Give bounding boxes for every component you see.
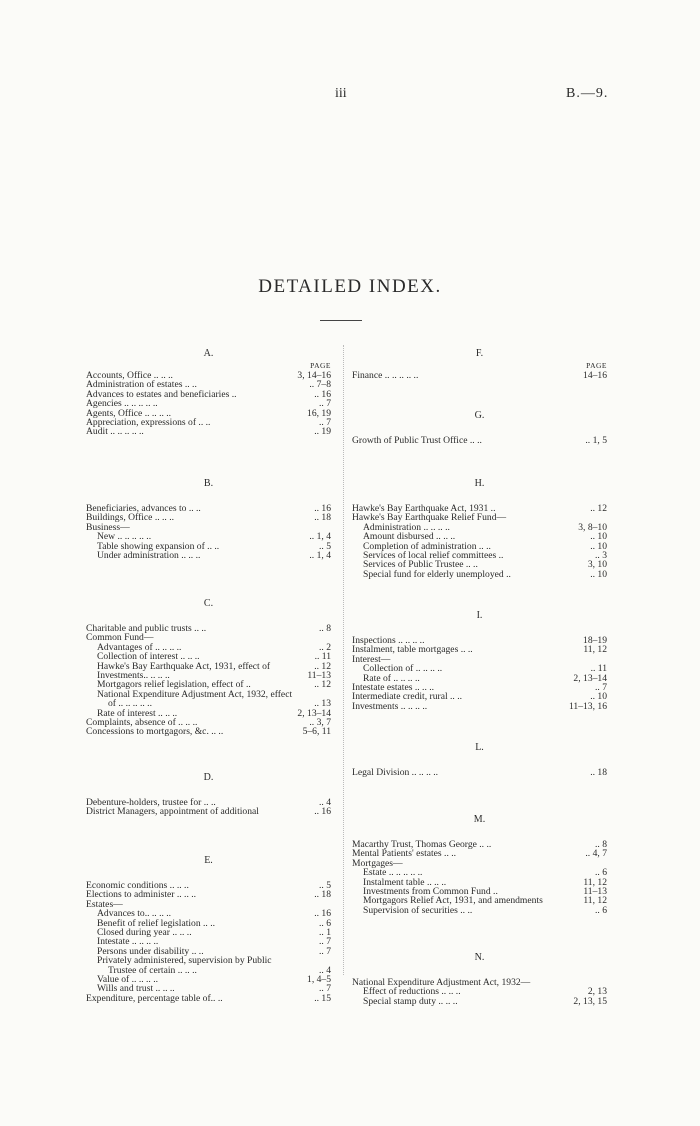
entry-text: Services of local relief committees .. — [363, 550, 504, 561]
entry-text: Supervision of securities .. .. — [363, 905, 473, 916]
index-entry — [352, 887, 607, 896]
entry-pages: .. 1, 4 — [309, 549, 331, 561]
entry-pages: .. 7 — [319, 936, 331, 948]
entry-text: Appreciation, expressions of .. .. — [86, 417, 211, 428]
index-entry — [86, 513, 331, 522]
index-entry — [86, 807, 331, 816]
index-entry — [352, 371, 607, 380]
index-entry — [352, 702, 607, 711]
index-entry — [86, 900, 331, 909]
entry-text: New .. .. .. .. .. — [97, 532, 152, 542]
entry-text: Hawke's Bay Earthquake Act, 1931, effect of — [97, 661, 271, 671]
entry-pages: .. 16 — [314, 908, 331, 920]
entry-text: Under administration .. .. .. — [97, 550, 201, 561]
entry-pages: .. 4, 7 — [585, 848, 607, 860]
index-entry — [352, 664, 607, 673]
index-entry — [86, 947, 331, 956]
index-entry — [86, 652, 331, 661]
entry-text: Advances to estates and beneficiaries .. — [86, 389, 237, 400]
entry-pages: .. 7 — [319, 945, 331, 957]
index-entry — [352, 551, 607, 560]
entry-text: Mortgages— — [352, 858, 403, 869]
entry-pages: .. 18 — [314, 512, 331, 524]
index-entry — [86, 504, 331, 513]
entry-text: Common Fund— — [86, 633, 154, 643]
page-title: DETAILED INDEX. — [258, 276, 442, 297]
index-entry — [352, 868, 607, 877]
entry-pages: 2, 13 — [587, 986, 607, 998]
entry-text: Beneficiaries, advances to .. .. — [86, 504, 201, 514]
entry-text: Estates— — [86, 899, 123, 910]
entry-text: Trustee of certain .. .. .. — [108, 965, 197, 975]
entry-text: Persons under disability .. .. — [97, 946, 204, 957]
entry-pages: 3, 14–16 — [297, 370, 331, 381]
entry-pages: .. 10 — [590, 540, 607, 552]
index-section-f — [352, 348, 607, 380]
index-entry — [352, 674, 607, 683]
entry-text: Rate of interest .. .. .. — [97, 708, 178, 718]
entry-pages: 1, 4–5 — [307, 973, 331, 985]
entry-pages: 11–13 — [583, 885, 607, 897]
entry-text: Finance .. .. .. .. .. — [352, 371, 419, 381]
entry-text: Amount disbursed .. .. .. — [363, 532, 456, 542]
entry-pages: .. 7 — [319, 983, 331, 995]
index-entry — [86, 643, 331, 652]
entry-text: Hawke's Bay Earthquake Act, 1931 .. — [352, 504, 496, 514]
entry-text: Elections to administer .. .. .. — [86, 890, 197, 900]
index-entry — [86, 966, 331, 975]
page-column-header: PAGE — [586, 361, 607, 370]
entry-pages: .. 12 — [590, 503, 607, 514]
entry-text: Privately administered, supervision by Public — [97, 956, 272, 966]
entry-text: Business— — [86, 522, 130, 533]
entry-text: Investments from Common Fund .. — [363, 886, 498, 897]
entry-pages: .. 7 — [319, 398, 331, 410]
entry-pages: 2, 13–14 — [297, 707, 331, 719]
entry-text: Special stamp duty .. .. .. — [363, 996, 458, 1007]
entry-pages: .. 5 — [319, 540, 331, 552]
entry-text: District Managers, appointment of additional — [86, 807, 259, 817]
index-entry — [86, 718, 331, 727]
index-entry — [86, 399, 331, 408]
index-section-d — [86, 772, 331, 817]
index-entry — [86, 890, 331, 899]
entry-text: Administration of estates .. .. — [86, 380, 197, 390]
entry-pages: .. 4 — [319, 964, 331, 976]
entry-text: Value of .. .. .. .. — [97, 974, 159, 985]
entry-text: Charitable and public trusts .. .. — [86, 624, 207, 634]
index-entry — [86, 984, 331, 993]
index-section-m — [352, 814, 607, 915]
entry-text: Services of Public Trustee .. .. — [363, 560, 478, 570]
index-entry — [86, 418, 331, 427]
title-rule — [320, 320, 362, 321]
entry-text: Complaints, absence of .. .. .. — [86, 717, 198, 728]
index-section-n — [352, 952, 607, 1006]
index-entry — [86, 709, 331, 718]
entry-text: Expenditure, percentage table of.. .. — [86, 993, 223, 1004]
entry-text: Accounts, Office .. .. .. — [86, 371, 173, 381]
entry-pages: 3, 10 — [587, 559, 607, 571]
entry-text: Completion of administration .. .. — [363, 541, 491, 551]
entry-pages: .. 6 — [319, 917, 331, 929]
entry-text: Benefit of relief legislation .. .. — [97, 918, 216, 928]
entry-text: Audit .. .. .. .. .. — [86, 427, 144, 437]
entry-text: Special fund for elderly unemployed .. — [363, 569, 511, 580]
index-entry — [86, 551, 331, 560]
index-section-e — [86, 855, 331, 1003]
entry-text: Inspections .. .. .. .. — [352, 636, 425, 646]
entry-text: Closed during year .. .. .. — [97, 927, 192, 938]
entry-pages: .. 3, 7 — [309, 716, 331, 728]
entry-text: Intestate estates .. .. .. — [352, 682, 435, 693]
entry-text: Investments.. .. .. .. — [97, 670, 170, 681]
index-entry — [86, 699, 331, 708]
index-entry — [86, 937, 331, 946]
index-entry — [352, 436, 607, 445]
index-entry — [86, 690, 331, 699]
index-entry — [86, 727, 331, 736]
entry-pages: .. 15 — [314, 992, 331, 1004]
entry-pages: 2, 13, 15 — [573, 995, 607, 1007]
index-entry — [86, 680, 331, 689]
entry-text: of .. .. .. .. .. — [108, 699, 152, 709]
entry-pages: .. 12 — [314, 679, 331, 691]
index-entry — [86, 532, 331, 541]
entry-text: Economic conditions .. .. .. — [86, 881, 189, 891]
index-entry — [86, 975, 331, 984]
entry-text: Advances to.. .. .. .. — [97, 909, 172, 919]
entry-pages: 11, 12 — [583, 644, 607, 656]
entry-pages: .. 12 — [314, 660, 331, 672]
entry-pages: .. 4 — [319, 797, 331, 808]
index-section-a — [86, 348, 331, 437]
index-entry — [86, 919, 331, 928]
index-entry — [86, 542, 331, 551]
entry-text: Mortgagors relief legislation, effect of .. — [97, 680, 251, 690]
index-entry — [86, 633, 331, 642]
index-entry — [86, 523, 331, 532]
entry-pages: .. 3 — [595, 549, 607, 561]
entry-text: National Expenditure Adjustment Act, 1932, effect — [97, 689, 293, 700]
index-entry — [86, 662, 331, 671]
entry-pages: .. 11 — [590, 663, 607, 675]
index-entry — [352, 504, 607, 513]
entry-text: National Expenditure Adjustment Act, 1932— — [352, 978, 531, 988]
report-code: B.—9. — [566, 86, 609, 101]
entry-pages: .. 1 — [319, 926, 331, 938]
page-number: iii — [335, 86, 347, 101]
entry-pages: .. 11 — [314, 651, 331, 663]
index-entry — [86, 994, 331, 1003]
entry-pages: .. 10 — [590, 691, 607, 703]
index-entry — [352, 655, 607, 664]
entry-pages: .. 7 — [319, 416, 331, 428]
index-entry — [352, 523, 607, 532]
section-letter: B. — [203, 478, 214, 489]
entry-pages: .. 6 — [595, 904, 607, 916]
section-letter: N. — [474, 952, 485, 963]
index-entry — [352, 906, 607, 915]
entry-text: Advantages of .. .. .. .. — [97, 642, 182, 653]
entry-pages: 11, 12 — [583, 895, 607, 907]
entry-text: Collection of .. .. .. .. — [363, 664, 443, 674]
index-entry — [86, 956, 331, 965]
index-entry — [352, 636, 607, 645]
entry-text: Effect of reductions .. .. .. — [363, 987, 461, 997]
entry-pages: .. 18 — [590, 767, 607, 778]
index-section-h — [352, 478, 607, 579]
entry-text: Macarthy Trust, Thomas George .. .. — [352, 840, 492, 850]
index-entry — [86, 371, 331, 380]
column-divider — [343, 345, 344, 975]
entry-text: Concessions to mortgagors, &c. .. .. — [86, 727, 224, 737]
index-entry — [86, 390, 331, 399]
entry-pages: .. 8 — [595, 839, 607, 850]
entry-pages: .. 16 — [314, 806, 331, 818]
entry-text: Table showing expansion of .. .. — [97, 541, 220, 551]
entry-text: Agencies .. .. .. .. .. — [86, 399, 158, 409]
entry-pages: 14–16 — [583, 370, 607, 381]
entry-text: Legal Division .. .. .. .. — [352, 768, 439, 778]
entry-pages: .. 7 — [595, 681, 607, 693]
entry-text: Buildings, Office .. .. .. — [86, 513, 175, 523]
index-entry — [352, 849, 607, 858]
index-entry — [352, 532, 607, 541]
section-letter: D. — [203, 772, 214, 783]
index-entry — [352, 542, 607, 551]
index-section-l — [352, 742, 607, 777]
section-letter: M. — [473, 814, 486, 825]
entry-pages: 2, 13–14 — [573, 672, 607, 684]
page-column-header: PAGE — [310, 361, 331, 370]
entry-pages: 11, 12 — [583, 876, 607, 888]
entry-text: Wills and trust .. .. .. — [97, 984, 175, 994]
entry-pages: 18–19 — [583, 635, 607, 646]
entry-pages: 11–13 — [307, 669, 331, 681]
index-section-g — [352, 410, 607, 445]
entry-text: Collection of interest .. .. .. — [97, 652, 200, 662]
index-entry — [352, 997, 607, 1006]
entry-pages: .. 16 — [314, 503, 331, 514]
entry-pages: .. 19 — [314, 426, 331, 438]
index-entry — [352, 978, 607, 987]
index-entry — [86, 671, 331, 680]
section-letter: L. — [475, 742, 484, 753]
entry-text: Hawke's Bay Earthquake Relief Fund— — [352, 513, 507, 523]
section-letter: H. — [474, 478, 485, 489]
entry-pages: .. 2 — [319, 641, 331, 653]
entry-text: Intestate .. .. .. .. — [97, 937, 159, 947]
entry-pages: 5–6, 11 — [302, 726, 331, 738]
entry-text: Estate .. .. .. .. .. — [363, 868, 423, 878]
entry-pages: .. 18 — [314, 889, 331, 901]
entry-text: Rate of .. .. .. .. — [363, 673, 420, 683]
entry-text: Agents, Office .. .. .. .. — [86, 408, 172, 418]
entry-text: Instalment, table mortgages .. .. — [352, 645, 473, 655]
index-entry — [352, 878, 607, 887]
entry-pages: .. 5 — [319, 880, 331, 891]
entry-text: Investments .. .. .. .. — [352, 701, 428, 712]
index-section-i — [352, 610, 607, 711]
index-entry — [352, 683, 607, 692]
index-entry — [352, 570, 607, 579]
entry-text: Intermediate credit, rural .. .. — [352, 692, 463, 702]
entry-pages: 16, 19 — [307, 407, 331, 419]
entry-pages: .. 8 — [319, 623, 331, 634]
entry-pages: .. 1, 5 — [585, 435, 607, 446]
entry-pages: .. 10 — [590, 531, 607, 543]
index-entry — [352, 560, 607, 569]
index-entry — [86, 909, 331, 918]
section-letter: E. — [204, 855, 213, 866]
index-section-b — [86, 478, 331, 560]
entry-text: Mortgagors Relief Act, 1931, and amendments — [363, 896, 543, 906]
index-entry — [352, 896, 607, 905]
entry-text: Interest— — [352, 654, 391, 665]
section-letter: A. — [203, 348, 214, 359]
index-entry — [352, 840, 607, 849]
entry-text: Instalment table .. .. .. — [363, 877, 447, 887]
index-entry — [352, 987, 607, 996]
index-entry — [86, 409, 331, 418]
index-entry — [86, 380, 331, 389]
entry-pages: .. 1, 4 — [309, 531, 331, 543]
entry-pages: .. 6 — [595, 867, 607, 879]
index-entry — [86, 881, 331, 890]
index-entry — [86, 798, 331, 807]
section-letter: G. — [474, 410, 485, 421]
section-letter: F. — [475, 348, 484, 359]
entry-text: Debenture-holders, trustee for .. .. — [86, 798, 216, 808]
index-entry — [86, 624, 331, 633]
entry-text: Administration .. .. .. .. — [363, 522, 450, 533]
index-entry — [86, 928, 331, 937]
entry-pages: .. 16 — [314, 388, 331, 400]
entry-pages: .. 10 — [590, 568, 607, 580]
entry-pages: .. 7–8 — [309, 379, 331, 391]
section-letter: C. — [203, 598, 214, 609]
index-entry — [352, 645, 607, 654]
index-entry — [86, 427, 331, 436]
entry-pages: .. 13 — [314, 698, 331, 710]
index-section-c — [86, 598, 331, 737]
entry-text: Growth of Public Trust Office .. .. — [352, 436, 482, 446]
index-entry — [352, 513, 607, 522]
index-entry — [352, 768, 607, 777]
section-letter: I. — [476, 610, 483, 621]
index-entry — [352, 859, 607, 868]
entry-text: Mental Patients' estates .. .. — [352, 849, 457, 859]
entry-pages: 11–13, 16 — [568, 700, 607, 712]
entry-pages: 3, 8–10 — [578, 521, 607, 533]
